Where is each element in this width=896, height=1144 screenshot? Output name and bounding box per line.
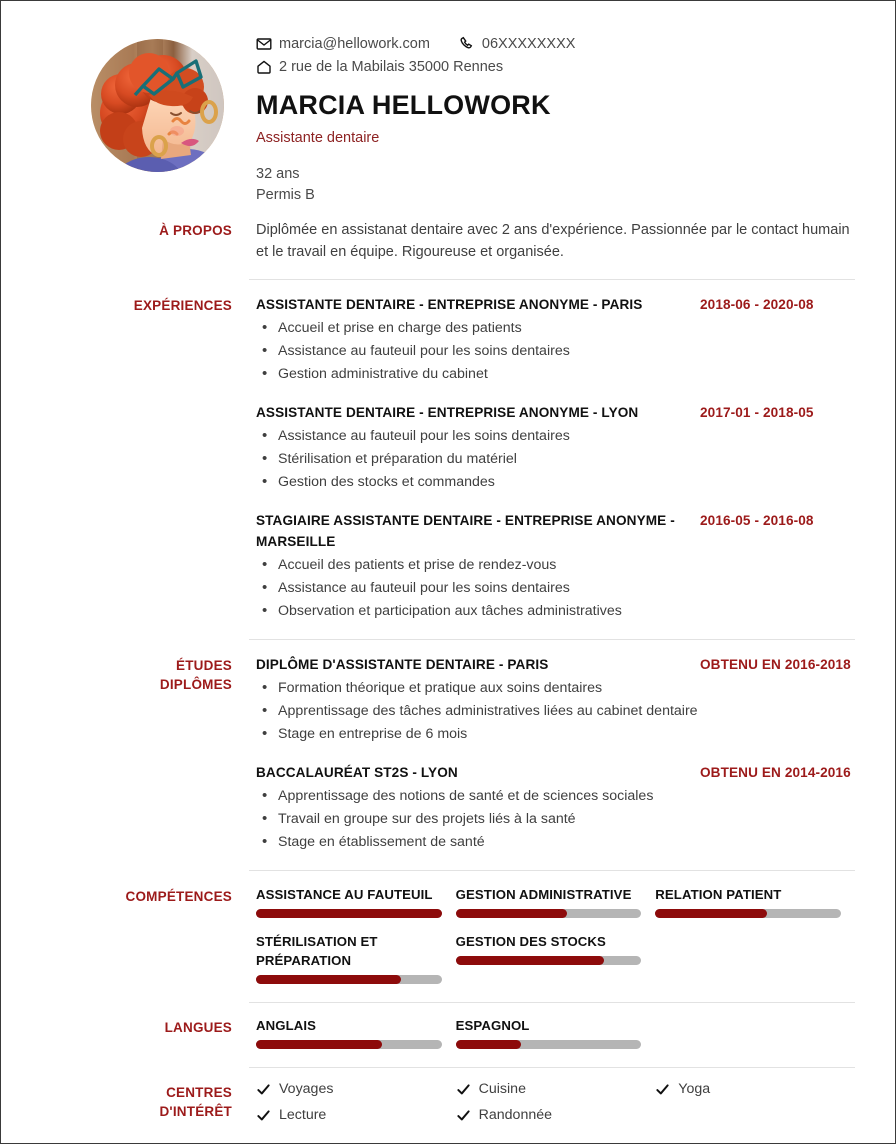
check-icon — [655, 1082, 670, 1097]
interests-label — [41, 1081, 256, 1133]
bullet-item: • Assistance au fauteuil pour les soins dentaires — [256, 425, 855, 448]
language-item — [456, 1016, 656, 1049]
check-icon — [456, 1108, 471, 1123]
skills-grid — [256, 885, 855, 998]
education-label-line2: DIPLÔMES — [159, 677, 232, 692]
bullet-item: • Gestion des stocks et commandes — [256, 471, 855, 494]
experience-title: STAGIAIRE ASSISTANTE DENTAIRE - ENTREPRISE ANONYME - MARSEILLE — [256, 513, 675, 549]
home-icon — [256, 59, 272, 75]
check-icon — [256, 1082, 271, 1097]
interest-label: Lecture — [279, 1107, 327, 1123]
skill-name: STÉRILISATION ET PRÉPARATION — [256, 934, 378, 968]
interests-grid — [256, 1081, 855, 1133]
page-title: MARCIA HELLOWORK — [256, 90, 551, 120]
experience-item — [256, 294, 855, 386]
interest-label: Randonnée — [478, 1107, 553, 1123]
skill-bar-fill — [456, 909, 567, 918]
bullet-item: • Gestion administrative du cabinet — [256, 363, 855, 386]
education-bullets — [256, 677, 855, 746]
skill-item — [456, 885, 656, 918]
email-group — [256, 33, 430, 55]
education-label — [41, 654, 256, 854]
interest-item — [256, 1107, 456, 1123]
avatar-column — [41, 29, 256, 206]
cv-header — [1, 1, 895, 206]
bullet-item: • Stérilisation et préparation du matériel — [256, 448, 855, 471]
avatar — [91, 39, 224, 172]
language-bar-fill — [456, 1040, 521, 1049]
interests-label-line1: CENTRES — [166, 1085, 232, 1100]
bullet-item: • Apprentissage des tâches administratives liées au cabinet dentaire — [256, 700, 855, 723]
section-skills — [1, 871, 895, 1002]
bullet-item: • Travail en groupe sur des projets liés à la santé — [256, 808, 855, 831]
bullet-item: • Assistance au fauteuil pour les soins dentaires — [256, 340, 855, 363]
personal-details — [256, 164, 855, 206]
experience-date: 2017-01 - 2018-05 — [700, 405, 814, 420]
experiences-label: EXPÉRIENCES — [133, 298, 232, 313]
education-date: OBTENU EN 2014-2016 — [700, 765, 851, 780]
language-bar — [456, 1040, 642, 1049]
experience-item — [256, 402, 855, 494]
bullet-item: • Observation et participation aux tâches administratives — [256, 600, 855, 623]
skill-name: GESTION ADMINISTRATIVE — [455, 887, 632, 902]
skill-bar-fill — [256, 909, 442, 918]
check-icon — [456, 1082, 471, 1097]
email-text: marcia@hellowork.com — [279, 36, 430, 52]
skill-bar-fill — [256, 975, 401, 984]
skill-bar — [456, 909, 642, 918]
about-label: À PROPOS — [159, 223, 232, 238]
phone-icon — [459, 36, 475, 52]
job-title: Assistante dentaire — [256, 130, 380, 146]
education-bullets — [256, 785, 855, 854]
interest-label: Voyages — [279, 1081, 334, 1097]
bullet-item: • Stage en établissement de santé — [256, 831, 855, 854]
education-item — [256, 762, 855, 854]
skill-item — [256, 885, 456, 918]
language-item — [256, 1016, 456, 1049]
education-title: BACCALAURÉAT ST2S - LYON — [256, 765, 458, 780]
check-icon — [256, 1108, 271, 1123]
envelope-icon — [256, 36, 272, 52]
phone-text: 06XXXXXXXX — [481, 36, 576, 52]
section-experiences — [1, 280, 895, 639]
address-text: 2 rue de la Mabilais 35000 Rennes — [279, 59, 504, 75]
education-title: DIPLÔME D'ASSISTANTE DENTAIRE - PARIS — [256, 657, 549, 672]
bullet-item: • Accueil et prise en charge des patients — [256, 317, 855, 340]
experience-bullets — [256, 425, 855, 494]
skill-item — [655, 885, 855, 918]
section-about — [1, 206, 895, 279]
skill-bar-fill — [655, 909, 766, 918]
address-group — [256, 56, 503, 78]
language-bar — [256, 1040, 442, 1049]
skill-name: GESTION DES STOCKS — [455, 934, 606, 949]
contact-line-2 — [256, 56, 855, 78]
language-name: ESPAGNOL — [455, 1018, 530, 1033]
interest-label: Yoga — [678, 1081, 711, 1097]
experience-bullets — [256, 317, 855, 386]
skill-bar — [256, 909, 442, 918]
interests-label-line2: D'INTÉRÊT — [159, 1104, 232, 1119]
skills-label: COMPÉTENCES — [125, 889, 232, 904]
bullet-item: • Assistance au fauteuil pour les soins dentaires — [256, 577, 855, 600]
age-text: 32 ans — [256, 166, 300, 182]
bullet-item: • Accueil des patients et prise de rendez-vous — [256, 554, 855, 577]
contact-line-1 — [256, 33, 855, 55]
skill-bar — [256, 975, 442, 984]
bullet-item: • Stage en entreprise de 6 mois — [256, 723, 855, 746]
bullet-item: • Formation théorique et pratique aux soins dentaires — [256, 677, 855, 700]
interest-item — [456, 1081, 656, 1097]
skill-item — [256, 932, 456, 984]
interest-item — [456, 1107, 656, 1123]
education-date: OBTENU EN 2016-2018 — [700, 657, 851, 672]
education-label-line1: ÉTUDES — [176, 658, 232, 673]
skill-name: RELATION PATIENT — [655, 887, 782, 902]
interest-item — [655, 1081, 855, 1097]
section-education — [1, 640, 895, 870]
language-name: ANGLAIS — [256, 1018, 317, 1033]
avatar-illustration — [91, 39, 224, 172]
education-item — [256, 654, 855, 746]
experience-title: ASSISTANTE DENTAIRE - ENTREPRISE ANONYME - LYON — [256, 405, 639, 420]
interest-label: Cuisine — [478, 1081, 526, 1097]
phone-group — [459, 33, 576, 55]
section-languages — [1, 1003, 895, 1067]
skill-item — [456, 932, 656, 984]
languages-grid — [256, 1016, 855, 1059]
language-bar-fill — [256, 1040, 382, 1049]
header-main — [256, 29, 855, 206]
about-text: Diplômée en assistanat dentaire avec 2 ans d'expérience. Passionnée par le contact humain et le travail en équipe. Rigoureuse et organisée. — [256, 222, 850, 260]
skill-bar-fill — [456, 956, 605, 965]
experience-title: ASSISTANTE DENTAIRE - ENTREPRISE ANONYME - PARIS — [256, 297, 643, 312]
experience-date: 2016-05 - 2016-08 — [700, 513, 814, 528]
experience-bullets — [256, 554, 855, 623]
experience-item — [256, 510, 855, 623]
section-interests — [1, 1068, 895, 1144]
languages-label: LANGUES — [164, 1020, 232, 1035]
interest-item — [256, 1081, 456, 1097]
skill-name: ASSISTANCE AU FAUTEUIL — [256, 887, 433, 902]
license-text: Permis B — [256, 187, 315, 203]
bullet-item: • Apprentissage des notions de santé et de sciences sociales — [256, 785, 855, 808]
skill-bar — [655, 909, 841, 918]
skill-bar — [456, 956, 642, 965]
experience-date: 2018-06 - 2020-08 — [700, 297, 814, 312]
